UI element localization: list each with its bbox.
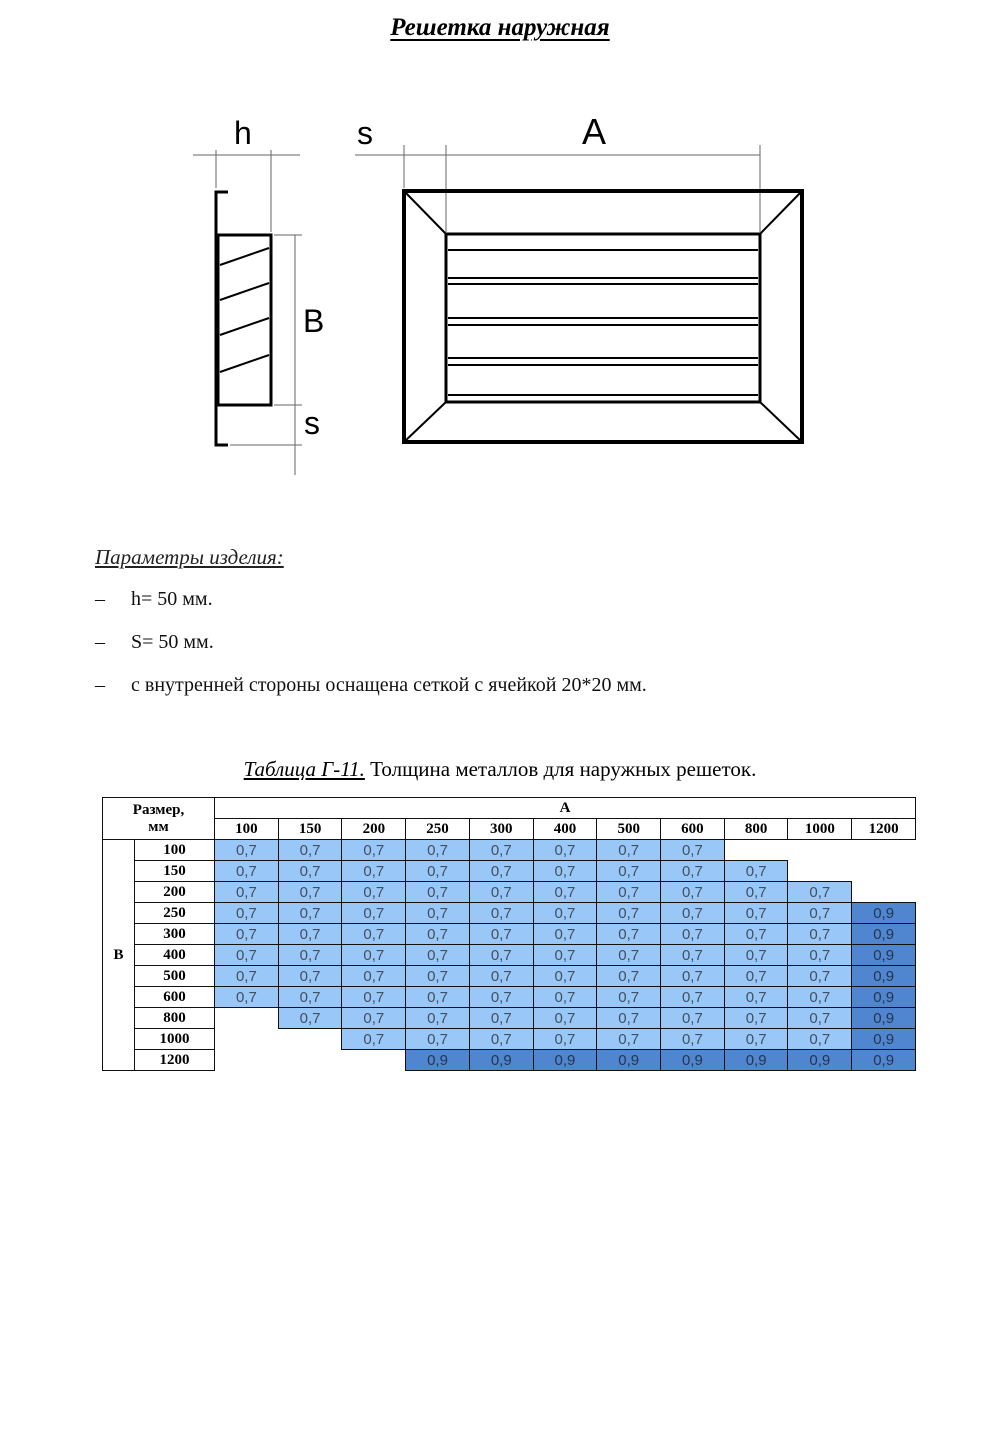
- table-cell: 0,7: [342, 840, 406, 861]
- table-cell: 0,7: [406, 924, 470, 945]
- table-row: [103, 987, 916, 1008]
- dim-label-s-top: s: [357, 115, 373, 151]
- table-cell: 0,7: [342, 924, 406, 945]
- table-cell: 0,7: [724, 1029, 788, 1050]
- table-cell: [852, 840, 916, 861]
- table-cell: 0,7: [724, 861, 788, 882]
- table-cell: 0,7: [278, 861, 342, 882]
- table-cell: 0,7: [406, 945, 470, 966]
- table-cell: 0,7: [788, 966, 852, 987]
- table-cell: 0,7: [724, 882, 788, 903]
- table-cell: 0,7: [597, 945, 661, 966]
- table-cell: 0,7: [406, 840, 470, 861]
- table-cell: [278, 1029, 342, 1050]
- table-cell: 0,7: [788, 1008, 852, 1029]
- table-cell: 0,7: [661, 987, 725, 1008]
- table-cell: 0,9: [852, 987, 916, 1008]
- bullet-dash: –: [95, 631, 105, 653]
- page-title: Решетка наружная: [390, 14, 610, 41]
- grille-drawing: [0, 0, 1000, 500]
- table-row: [103, 1029, 916, 1050]
- table-cell: 0,7: [406, 1008, 470, 1029]
- bullet-dash: –: [95, 588, 105, 610]
- table-cell: 0,7: [533, 1029, 597, 1050]
- table-cell: 0,7: [788, 987, 852, 1008]
- table-cell: 0,9: [469, 1050, 533, 1071]
- table-cell: 0,7: [597, 882, 661, 903]
- table-cell: 0,7: [661, 945, 725, 966]
- table-cell: 0,7: [469, 945, 533, 966]
- table-cell: 0,7: [469, 924, 533, 945]
- table-cell: 0,7: [533, 861, 597, 882]
- table-cell: 0,9: [406, 1050, 470, 1071]
- table-cell: 0,7: [469, 987, 533, 1008]
- header-row: [103, 798, 916, 819]
- table-cell: 0,7: [215, 945, 279, 966]
- table-cell: 0,7: [406, 861, 470, 882]
- table-cell: 0,7: [278, 840, 342, 861]
- table-cell: 0,7: [661, 882, 725, 903]
- table-caption: Таблица Г-11. Толщина металлов для наружных решеток.: [243, 757, 757, 781]
- col-group-a: A: [215, 798, 916, 819]
- table-cell: 0,7: [342, 945, 406, 966]
- dim-label-b: B: [303, 303, 325, 339]
- row-group-b: B: [103, 840, 135, 1071]
- table-cell: 0,7: [597, 861, 661, 882]
- row-header: 1200: [135, 1050, 215, 1071]
- table-cell: 0,7: [597, 840, 661, 861]
- row-header: 300: [135, 924, 215, 945]
- row-header: 600: [135, 987, 215, 1008]
- row-header: 200: [135, 882, 215, 903]
- table-cell: 0,7: [724, 924, 788, 945]
- table-cell: 0,7: [597, 987, 661, 1008]
- table-cell: 0,9: [852, 1050, 916, 1071]
- table-cell: 0,7: [278, 945, 342, 966]
- row-header: 800: [135, 1008, 215, 1029]
- corner-unit: мм: [148, 818, 169, 835]
- table-cell: 0,7: [533, 903, 597, 924]
- table-cell: 0,7: [278, 924, 342, 945]
- table-cell: 0,7: [215, 882, 279, 903]
- row-header: 400: [135, 945, 215, 966]
- table-row: [103, 903, 916, 924]
- table-cell: 0,7: [661, 903, 725, 924]
- table-cell: 0,7: [788, 903, 852, 924]
- table-cell: 0,7: [661, 966, 725, 987]
- table-cell: 0,9: [597, 1050, 661, 1071]
- table-cell: [215, 1008, 279, 1029]
- table-cell: 0,7: [724, 945, 788, 966]
- corner-label: Размер,: [132, 801, 185, 818]
- column-header: 500: [597, 819, 661, 840]
- table-cell: 0,9: [533, 1050, 597, 1071]
- table-cell: [788, 840, 852, 861]
- table-cell: [852, 861, 916, 882]
- table-cell: 0,7: [342, 903, 406, 924]
- table-cell: 0,7: [215, 924, 279, 945]
- table-cell: 0,7: [342, 1008, 406, 1029]
- column-header: 800: [724, 819, 788, 840]
- table-cell: 0,7: [788, 924, 852, 945]
- table-cell: 0,7: [215, 840, 279, 861]
- table-row: [103, 945, 916, 966]
- table-cell: 0,7: [788, 1029, 852, 1050]
- param-item: – с внутренней стороны оснащена сеткой с ячейкой 20*20 мм.: [95, 674, 647, 696]
- table-cell: 0,7: [597, 903, 661, 924]
- table-cell: 0,7: [661, 1029, 725, 1050]
- table-cell: [724, 840, 788, 861]
- table-row: [103, 1008, 916, 1029]
- table-cell: [852, 882, 916, 903]
- table-cell: 0,9: [852, 945, 916, 966]
- table-cell: 0,7: [215, 987, 279, 1008]
- table-cell: 0,7: [342, 987, 406, 1008]
- table-row: [103, 861, 916, 882]
- table-cell: 0,7: [469, 903, 533, 924]
- dim-label-h: h: [234, 115, 252, 151]
- row-header: 100: [135, 840, 215, 861]
- table-cell: 0,7: [597, 966, 661, 987]
- table-cell: 0,7: [342, 1029, 406, 1050]
- table-cell: 0,9: [852, 903, 916, 924]
- column-header-row: [103, 819, 916, 840]
- table-cell: 0,7: [661, 861, 725, 882]
- table-cell: 0,9: [661, 1050, 725, 1071]
- table-cell: 0,7: [533, 840, 597, 861]
- corner-header: [103, 798, 215, 840]
- column-header: 600: [661, 819, 725, 840]
- table-cell: 0,7: [278, 966, 342, 987]
- table-cell: 0,7: [469, 1008, 533, 1029]
- column-header: 100: [215, 819, 279, 840]
- table-cell: 0,7: [469, 840, 533, 861]
- table-cell: 0,7: [597, 1029, 661, 1050]
- column-header: 1000: [788, 819, 852, 840]
- table-cell: 0,7: [342, 861, 406, 882]
- table-cell: [342, 1050, 406, 1071]
- table-cell: 0,7: [724, 966, 788, 987]
- table-cell: 0,7: [533, 966, 597, 987]
- table-cell: 0,7: [406, 903, 470, 924]
- table-row: [103, 924, 916, 945]
- table-cell: 0,7: [533, 882, 597, 903]
- table-cell: 0,7: [278, 987, 342, 1008]
- table-cell: 0,7: [215, 861, 279, 882]
- table-cell: 0,7: [215, 966, 279, 987]
- table-cell: 0,7: [533, 945, 597, 966]
- table-cell: 0,7: [342, 966, 406, 987]
- table-cell: 0,7: [788, 945, 852, 966]
- bullet-dash: –: [95, 674, 105, 696]
- table-cell: 0,7: [661, 840, 725, 861]
- column-header: 150: [278, 819, 342, 840]
- column-header: 400: [533, 819, 597, 840]
- row-header: 1000: [135, 1029, 215, 1050]
- table-cell: 0,7: [469, 861, 533, 882]
- row-header: 250: [135, 903, 215, 924]
- table-cell: 0,7: [724, 987, 788, 1008]
- table-cell: 0,9: [852, 1029, 916, 1050]
- row-header: 150: [135, 861, 215, 882]
- table-cell: [215, 1050, 279, 1071]
- table-cell: 0,9: [852, 966, 916, 987]
- table-cell: 0,7: [597, 924, 661, 945]
- table-cell: 0,7: [406, 987, 470, 1008]
- table-cell: 0,7: [724, 1008, 788, 1029]
- row-header: 500: [135, 966, 215, 987]
- table-cell: 0,7: [406, 966, 470, 987]
- params-heading: Параметры изделия:: [95, 545, 284, 569]
- table-row: [103, 966, 916, 987]
- column-header: 300: [469, 819, 533, 840]
- table-cell: 0,7: [533, 1008, 597, 1029]
- table-cell: 0,7: [597, 1008, 661, 1029]
- dim-label-s-side: s: [304, 405, 320, 441]
- table-cell: [215, 1029, 279, 1050]
- table-cell: 0,7: [788, 882, 852, 903]
- table-cell: 0,7: [278, 1008, 342, 1029]
- side-view: [193, 145, 760, 475]
- table-cell: 0,9: [724, 1050, 788, 1071]
- table-cell: 0,7: [724, 903, 788, 924]
- table-cell: [788, 861, 852, 882]
- table-cell: 0,7: [533, 924, 597, 945]
- table-cell: 0,7: [406, 1029, 470, 1050]
- table-cell: 0,7: [661, 924, 725, 945]
- table-cell: 0,7: [342, 882, 406, 903]
- table-cell: 0,7: [278, 903, 342, 924]
- table-cell: 0,7: [469, 1029, 533, 1050]
- dim-label-a: A: [582, 111, 607, 152]
- table-cell: [278, 1050, 342, 1071]
- column-header: 250: [406, 819, 470, 840]
- column-header: 1200: [852, 819, 916, 840]
- thickness-table: [102, 797, 916, 1071]
- table-row: [103, 882, 916, 903]
- table-cell: 0,7: [661, 1008, 725, 1029]
- table-cell: 0,7: [278, 882, 342, 903]
- table-cell: 0,7: [215, 903, 279, 924]
- table-cell: 0,7: [406, 882, 470, 903]
- column-header: 200: [342, 819, 406, 840]
- table-cell: 0,9: [852, 1008, 916, 1029]
- table-cell: 0,7: [469, 966, 533, 987]
- table-cell: 0,7: [533, 987, 597, 1008]
- table-row: [103, 840, 916, 861]
- table-cell: 0,9: [788, 1050, 852, 1071]
- table-cell: 0,9: [852, 924, 916, 945]
- param-item: – h= 50 мм.: [95, 588, 213, 610]
- front-view: [404, 191, 802, 442]
- table-cell: 0,7: [469, 882, 533, 903]
- param-item: – S= 50 мм.: [95, 631, 214, 653]
- table-row: [103, 1050, 916, 1071]
